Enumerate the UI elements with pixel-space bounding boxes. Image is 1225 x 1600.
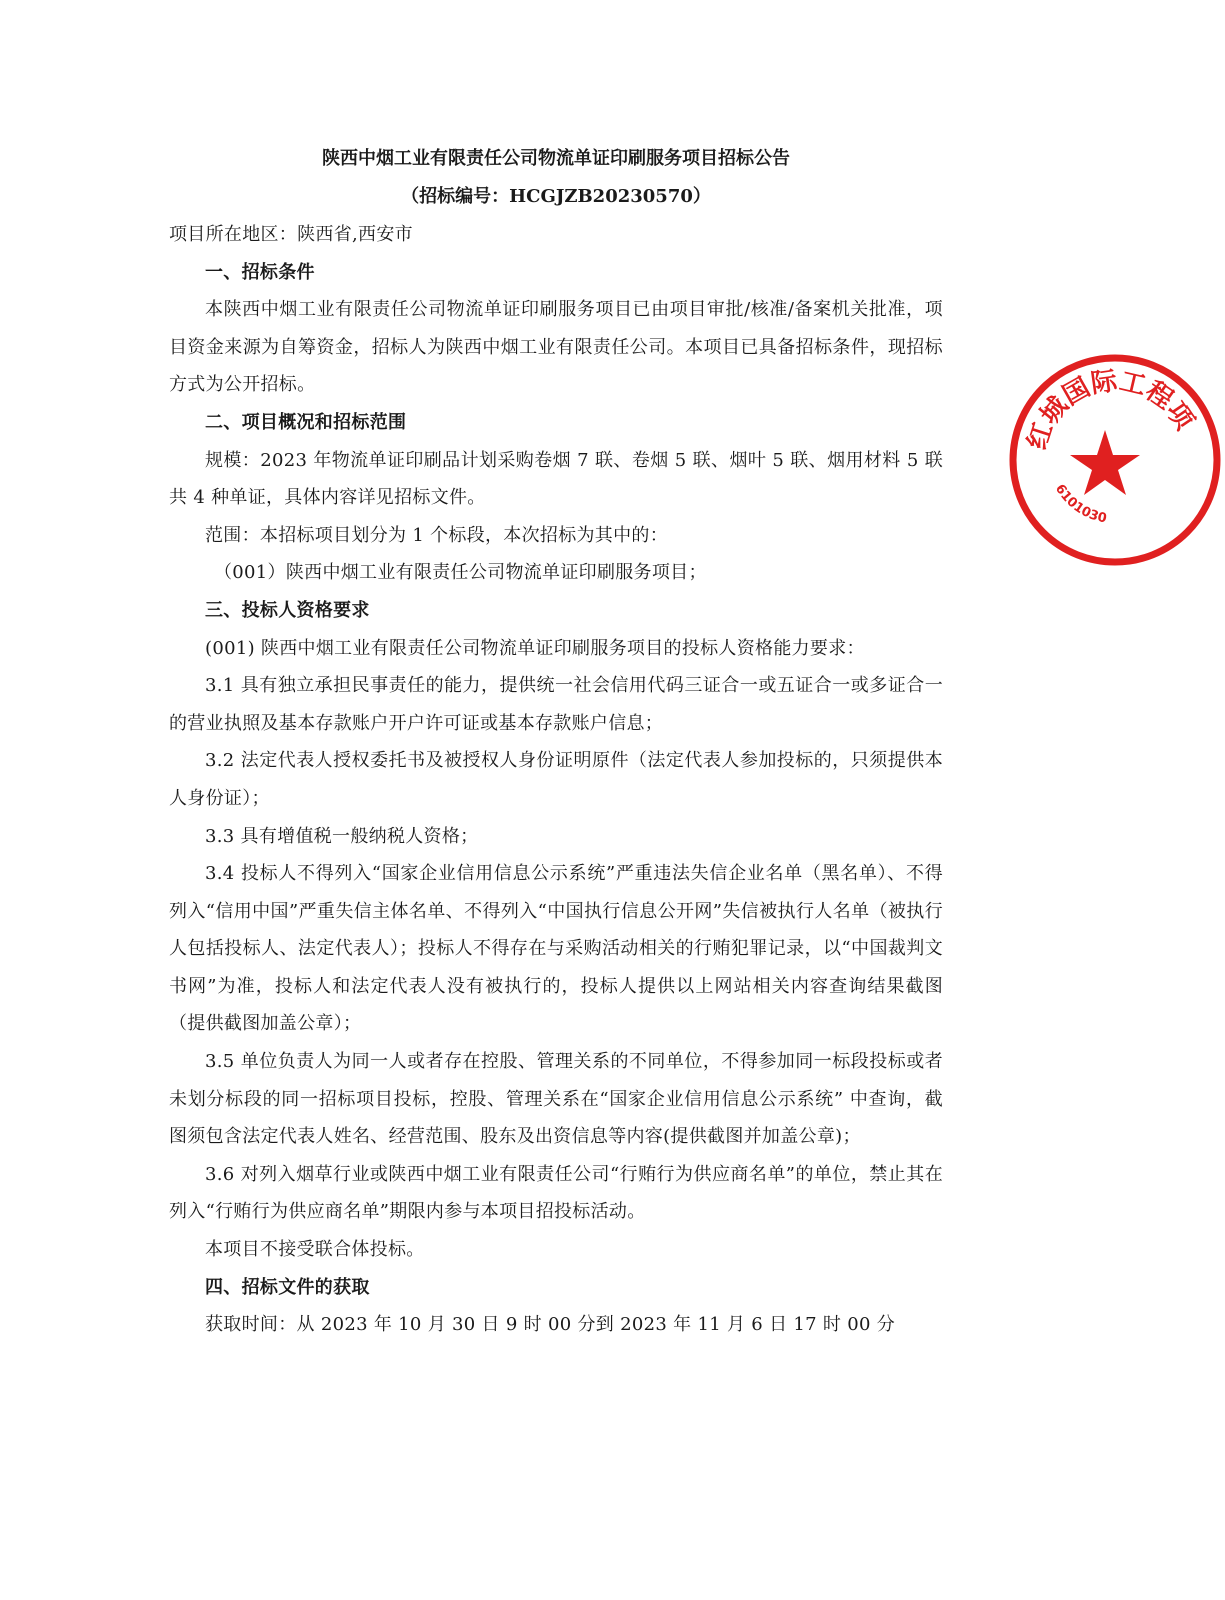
- section-heading-1: 一、招标条件: [205, 261, 315, 283]
- company-seal: [1005, 350, 1225, 570]
- paragraph: 3.3 具有增值税一般纳税人资格；: [205, 825, 479, 847]
- section-heading-2: 二、项目概况和招标范围: [205, 411, 407, 433]
- paragraph: 3.1 具有独立承担民事责任的能力，提供统一社会信用代码三证合一或五证合一或多证合一的营业执照及基本存款账户开户许可证或基本存款账户信息；: [169, 675, 943, 734]
- section-heading-4: 四、招标文件的获取: [205, 1276, 370, 1298]
- paragraph: 3.5 单位负责人为同一人或者存在控股、管理关系的不同单位，不得参加同一标段投标或者未划分标段的同一招标项目投标，控股、管理关系在“国家企业信用信息公示系统” 中查询，截图须包含法定代表人姓名、经营范围、股东及出资信息等内容(提供截图并加盖公章)；: [169, 1051, 943, 1148]
- paragraph: 范围：本招标项目划分为 1 个标段，本次招标为其中的：: [205, 524, 668, 546]
- section-heading-3: 三、投标人资格要求: [205, 599, 370, 621]
- paragraph: (001) 陕西中烟工业有限责任公司物流单证印刷服务项目的投标人资格能力要求：: [205, 637, 865, 659]
- paragraph: 获取时间：从 2023 年 10 月 30 日 9 时 00 分到 2023 年 11 月 6 日 17 时 00 分: [205, 1314, 896, 1336]
- paragraph: 3.2 法定代表人授权委托书及被授权人身份证明原件（法定代表人参加投标的，只须提供本人身份证）；: [169, 750, 943, 809]
- paragraph: 本陕西中烟工业有限责任公司物流单证印刷服务项目已由项目审批/核准/备案机关批准，项目资金来源为自筹资金，招标人为陕西中烟工业有限责任公司。本项目已具备招标条件，现招标方式为公开招标。: [169, 299, 943, 396]
- seal-star-icon: [1070, 430, 1140, 495]
- seal-text: 红城国际工程项: [1022, 366, 1200, 454]
- project-location: 项目所在地区：陕西省,西安市: [169, 224, 413, 245]
- paragraph: 3.4 投标人不得列入“国家企业信用信息公示系统”严重违法失信企业名单（黑名单）、不得列入“信用中国”严重失信主体名单、不得列入“中国执行信息公开网”失信被执行人名单（被执行人包括投标人、法定代表人）；投标人不得存在与采购活动相关的行贿犯罪记录，以“中国裁判文书网”为准，投标人和法定代表人没有被执行的，投标人提供以上网站相关内容查询结果截图（提供截图加盖公章）；: [169, 863, 943, 1035]
- paragraph: 本项目不接受联合体投标。: [205, 1239, 425, 1261]
- paragraph: 3.6 对列入烟草行业或陕西中烟工业有限责任公司“行贿行为供应商名单”的单位，禁止其在列入“行贿行为供应商名单”期限内参与本项目招投标活动。: [169, 1163, 943, 1223]
- seal-number: 6101030: [1051, 481, 1108, 527]
- tender-number: （招标编号：HCGJZB20230570）: [401, 186, 711, 207]
- document-title: 陕西中烟工业有限责任公司物流单证印刷服务项目招标公告: [322, 148, 790, 169]
- paragraph: （001）陕西中烟工业有限责任公司物流单证印刷服务项目；: [214, 562, 707, 584]
- document-body: [169, 140, 943, 1344]
- paragraph: 规模：2023 年物流单证印刷品计划采购卷烟 7 联、卷烟 5 联、烟叶 5 联、烟用材料 5 联共 4 种单证，具体内容详见招标文件。: [169, 449, 943, 509]
